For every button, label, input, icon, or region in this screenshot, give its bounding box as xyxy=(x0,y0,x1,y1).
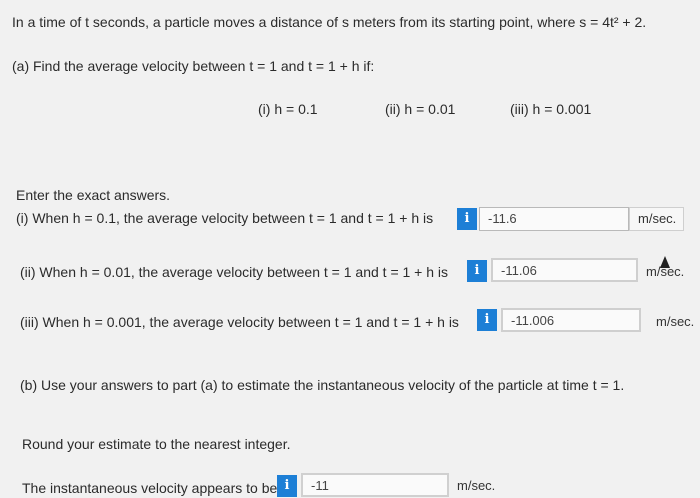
instantaneous-label: The instantaneous velocity appears to be xyxy=(22,480,278,496)
part-a-prompt: (a) Find the average velocity between t = 1 and t = 1 + h if: xyxy=(12,58,375,74)
answer-iii-input[interactable]: -11.006 xyxy=(501,308,641,332)
answer-ii-label: (ii) When h = 0.01, the average velocity between t = 1 and t = 1 + h is xyxy=(20,264,449,280)
answer-i-unit: m/sec. xyxy=(629,207,684,231)
info-icon[interactable]: i xyxy=(277,475,297,497)
round-instruction: Round your estimate to the nearest integer. xyxy=(22,436,291,452)
enter-exact-instruction: Enter the exact answers. xyxy=(16,187,171,203)
info-icon[interactable]: i xyxy=(467,260,487,282)
answer-i-input[interactable]: -11.6 xyxy=(479,207,629,231)
part-b-question: (b) Use your answers to part (a) to estimate the instantaneous velocity of the particle at time t = 1. xyxy=(20,377,625,393)
info-icon[interactable]: i xyxy=(477,309,497,331)
answer-ii-unit: m/sec. xyxy=(646,264,685,279)
answer-ii-input[interactable]: -11.06 xyxy=(491,258,638,282)
answer-i-label: (i) When h = 0.1, the average velocity between t = 1 and t = 1 + h is xyxy=(16,210,434,226)
mouse-cursor-icon xyxy=(660,256,670,268)
case-iii: (iii) h = 0.001 xyxy=(510,101,592,117)
answer-iii-unit: m/sec. xyxy=(656,314,695,329)
answer-iii-label: (iii) When h = 0.001, the average velocity between t = 1 and t = 1 + h is xyxy=(20,314,459,330)
problem-statement: In a time of t seconds, a particle moves a distance of s meters from its starting point, where s = 4t² + 2. xyxy=(12,14,647,30)
case-i: (i) h = 0.1 xyxy=(258,101,318,117)
case-ii: (ii) h = 0.01 xyxy=(385,101,456,117)
instantaneous-input[interactable]: -11 xyxy=(301,473,449,497)
instantaneous-unit: m/sec. xyxy=(457,478,496,493)
info-icon[interactable]: i xyxy=(457,208,477,230)
